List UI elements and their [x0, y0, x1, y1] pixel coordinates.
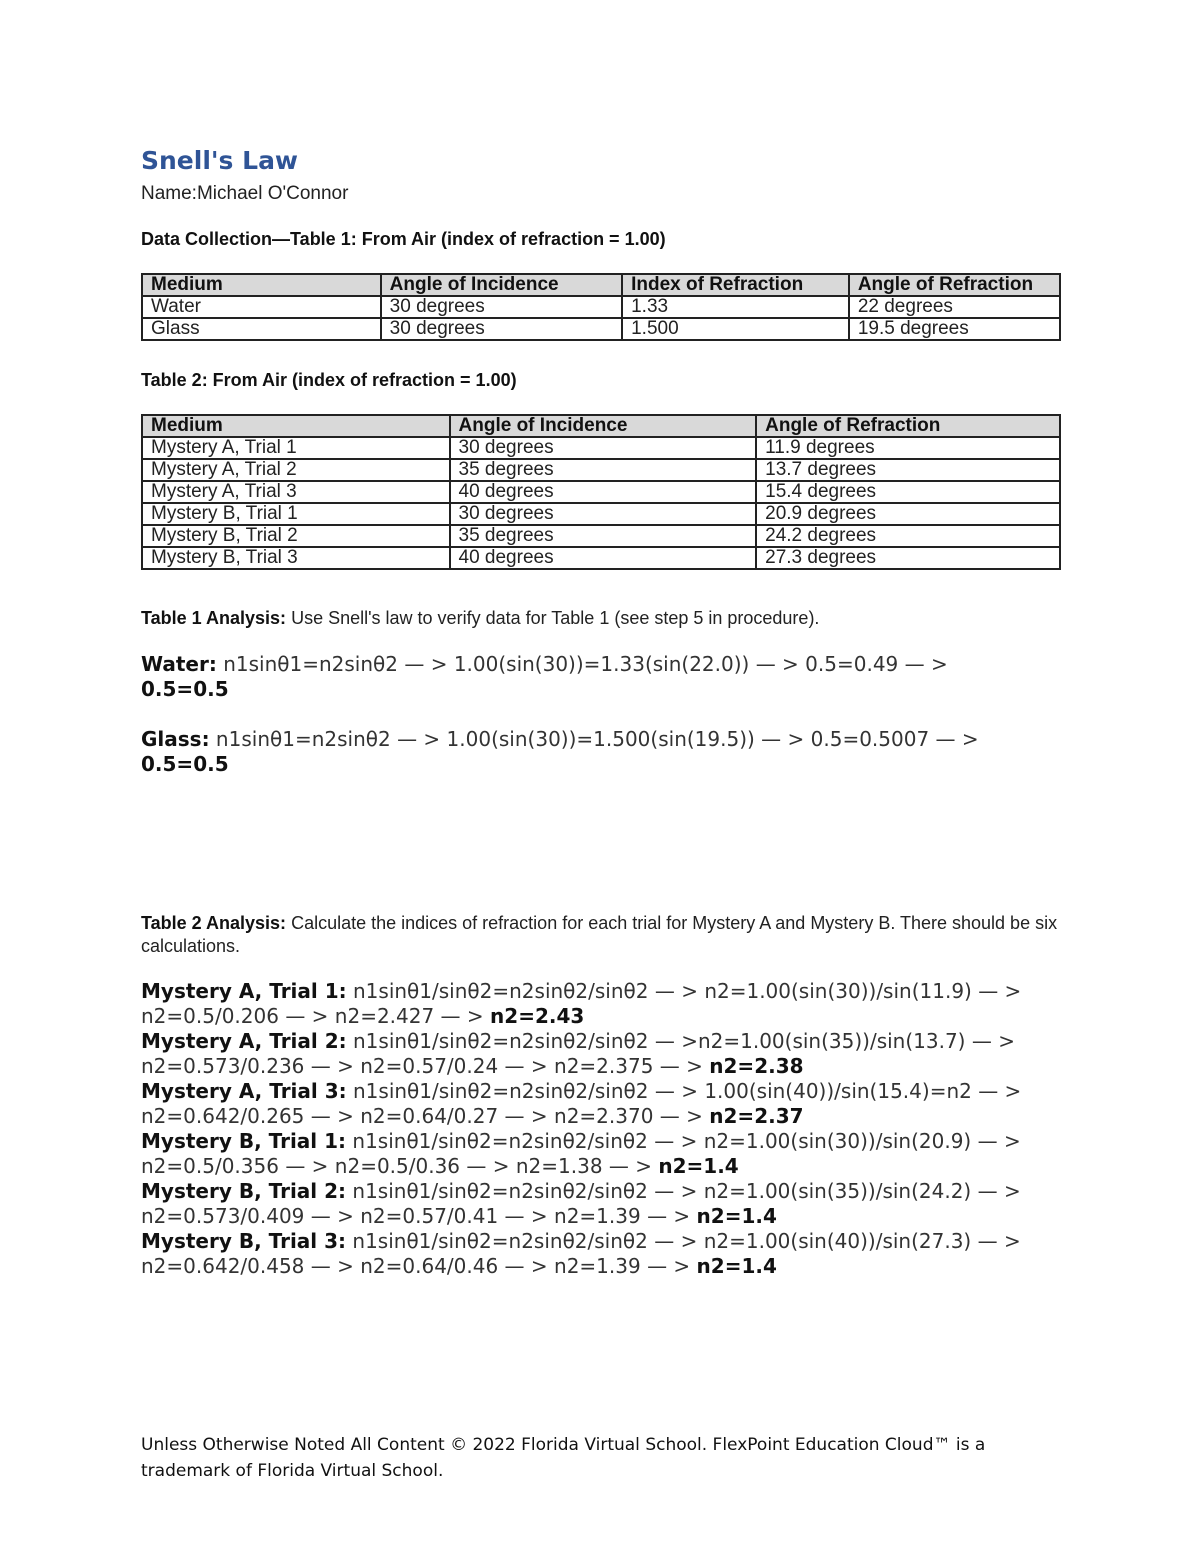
table-cell: 20.9 degrees	[756, 503, 1060, 525]
table-cell: 30 degrees	[381, 318, 622, 340]
copyright-footer: Unless Otherwise Noted All Content © 2022 Florida Virtual School. FlexPoint Education Cloud™ is a trademark of Florida Virtual School.	[141, 1435, 986, 1481]
name-value: Michael O'Connor	[196, 183, 349, 204]
table-cell: 30 degrees	[450, 437, 757, 459]
mystery-b-trial-3-calculation	[141, 1229, 1051, 1279]
trial-equation: n1sinθ1/sinθ2=n2sinθ2/sinθ2 — > 1.00(sin(40))/sin(15.4)=n2 — > n2=0.642/0.265 — > n2=0.64/0.27 — > n2=2.370 — >	[141, 1079, 1022, 1128]
table-cell: 40 degrees	[450, 547, 757, 569]
trial-label: Mystery B, Trial 1:	[141, 1129, 347, 1153]
trial-equation: n1sinθ1/sinθ2=n2sinθ2/sinθ2 — > n2=1.00(sin(35))/sin(24.2) — > n2=0.573/0.409 — > n2=0.57/0.41 — > n2=1.39 — >	[141, 1179, 1021, 1228]
water-result: 0.5=0.5	[141, 677, 229, 701]
table-header-row	[142, 274, 1060, 296]
document-page	[141, 0, 1061, 1553]
column-header: Angle of Incidence	[450, 415, 757, 437]
table1-analysis-prompt	[141, 606, 1061, 630]
table-cell: 35 degrees	[450, 459, 757, 481]
table-cell: 1.33	[622, 296, 849, 318]
table-cell: Mystery A, Trial 2	[142, 459, 450, 481]
column-header: Medium	[142, 274, 381, 296]
table2-analysis-prompt	[141, 912, 1061, 958]
glass-label: Glass:	[141, 727, 210, 751]
trial-equation: n1sinθ1/sinθ2=n2sinθ2/sinθ2 — > n2=1.00(sin(40))/sin(27.3) — > n2=0.642/0.458 — > n2=0.64/0.46 — > n2=1.39 — >	[141, 1229, 1021, 1278]
trial-equation: n1sinθ1/sinθ2=n2sinθ2/sinθ2 — > n2=1.00(sin(30))/sin(20.9) — > n2=0.5/0.356 — > n2=0.5/0.36 — > n2=1.38 — >	[141, 1129, 1021, 1178]
table-cell: 13.7 degrees	[756, 459, 1060, 481]
table-row	[142, 547, 1060, 569]
table-cell: Mystery B, Trial 1	[142, 503, 450, 525]
mystery-a-trial-1-calculation	[141, 979, 1051, 1029]
trial-equation: n1sinθ1/sinθ2=n2sinθ2/sinθ2 — > n2=1.00(sin(30))/sin(11.9) — > n2=0.5/0.206 — > n2=2.427 — >	[141, 979, 1022, 1028]
column-header: Medium	[142, 415, 450, 437]
table-cell: Water	[142, 296, 381, 318]
column-header: Angle of Incidence	[381, 274, 622, 296]
table-row	[142, 525, 1060, 547]
column-header: Angle of Refraction	[849, 274, 1060, 296]
trial-label: Mystery A, Trial 3:	[141, 1079, 347, 1103]
table-cell: Mystery B, Trial 3	[142, 547, 450, 569]
trial-label: Mystery A, Trial 2:	[141, 1029, 347, 1053]
mystery-b-trial-1-calculation	[141, 1129, 1051, 1179]
table-cell: Mystery B, Trial 2	[142, 525, 450, 547]
table2-heading: Table 2: From Air (index of refraction = 1.00)	[141, 370, 517, 390]
table2	[141, 414, 1061, 570]
table-cell: 35 degrees	[450, 525, 757, 547]
table2-analysis-label: Table 2 Analysis:	[141, 913, 287, 933]
table-cell: 24.2 degrees	[756, 525, 1060, 547]
table-row	[142, 318, 1060, 340]
trial-label: Mystery B, Trial 3:	[141, 1229, 347, 1253]
table-cell: 11.9 degrees	[756, 437, 1060, 459]
student-name-line	[141, 183, 348, 205]
name-label: Name:	[141, 183, 197, 204]
table-cell: 19.5 degrees	[849, 318, 1060, 340]
table-cell: Mystery A, Trial 3	[142, 481, 450, 503]
table-row	[142, 296, 1060, 318]
table-row	[142, 503, 1060, 525]
mystery-b-trial-2-calculation	[141, 1179, 1051, 1229]
trial-result: n2=1.4	[696, 1254, 777, 1278]
column-header: Angle of Refraction	[756, 415, 1060, 437]
table-cell: 1.500	[622, 318, 849, 340]
trial-equation: n1sinθ1/sinθ2=n2sinθ2/sinθ2 — >n2=1.00(sin(35))/sin(13.7) — > n2=0.573/0.236 — > n2=0.57/0.24 — > n2=2.375 — >	[141, 1029, 1015, 1078]
table-cell: 40 degrees	[450, 481, 757, 503]
glass-equation: n1sinθ1=n2sinθ2 — > 1.00(sin(30))=1.500(sin(19.5)) — > 0.5=0.5007 — >	[209, 727, 979, 751]
table-row	[142, 481, 1060, 503]
table1	[141, 273, 1061, 341]
trial-result: n2=2.37	[709, 1104, 804, 1128]
water-equation: n1sinθ1=n2sinθ2 — > 1.00(sin(30))=1.33(sin(22.0)) — > 0.5=0.49 — >	[216, 652, 948, 676]
table2-analysis-text: Calculate the indices of refraction for each trial for Mystery A and Mystery B. There should be six calculations.	[141, 913, 1058, 956]
table1-analysis-text: Use Snell's law to verify data for Table 1 (see step 5 in procedure).	[286, 608, 820, 628]
table1-heading: Data Collection—Table 1: From Air (index of refraction = 1.00)	[141, 229, 666, 249]
table-cell: Glass	[142, 318, 381, 340]
glass-calculation	[141, 727, 1041, 777]
table-cell: 30 degrees	[450, 503, 757, 525]
trial-label: Mystery A, Trial 1:	[141, 979, 347, 1003]
table-header-row	[142, 415, 1060, 437]
water-calculation	[141, 652, 1041, 702]
mystery-a-trial-2-calculation	[141, 1029, 1051, 1079]
trial-result: n2=1.4	[658, 1154, 739, 1178]
glass-result: 0.5=0.5	[141, 752, 229, 776]
table-cell: 22 degrees	[849, 296, 1060, 318]
table-cell: 30 degrees	[381, 296, 622, 318]
trial-result: n2=2.38	[709, 1054, 804, 1078]
table-cell: 15.4 degrees	[756, 481, 1060, 503]
trial-result: n2=1.4	[696, 1204, 777, 1228]
column-header: Index of Refraction	[622, 274, 849, 296]
mystery-calculations	[141, 979, 1051, 1279]
table-cell: 27.3 degrees	[756, 547, 1060, 569]
mystery-a-trial-3-calculation	[141, 1079, 1051, 1129]
table-cell: Mystery A, Trial 1	[142, 437, 450, 459]
trial-label: Mystery B, Trial 2:	[141, 1179, 347, 1203]
trial-result: n2=2.43	[490, 1004, 585, 1028]
table-row	[142, 459, 1060, 481]
water-label: Water:	[141, 652, 217, 676]
table-row	[142, 437, 1060, 459]
table1-analysis-label: Table 1 Analysis:	[141, 608, 287, 628]
page-title: Snell's Law	[141, 146, 299, 175]
